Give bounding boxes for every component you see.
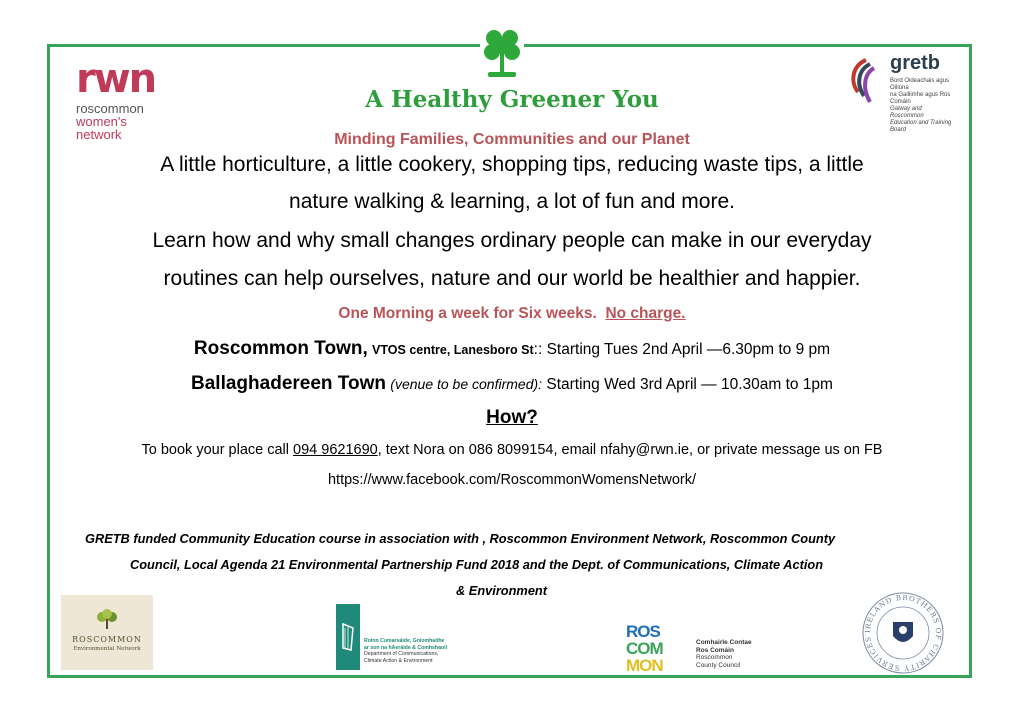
venue1-place: VTOS centre, Lanesboro St <box>372 343 534 357</box>
dept-line3: Department of Communications, <box>364 651 439 657</box>
rcc-t4: County Council <box>696 661 741 669</box>
venue2-town: Ballaghadereen Town <box>191 373 386 394</box>
schedule-intro <box>0 305 1024 323</box>
rcc-logo <box>626 623 766 679</box>
gretb-name: gretb <box>890 52 940 74</box>
rcc-wordmark <box>626 623 663 674</box>
dept-line1: Roinn Cumarsáide, Gníomhaithe <box>364 638 445 644</box>
booking-pre: To book your place call <box>141 442 294 458</box>
gretb-irish1: Bord Oideachais agus Oiliúna <box>890 78 950 91</box>
funding-line-3: & Environment <box>456 583 548 598</box>
dept-text <box>364 638 456 664</box>
ren-name: ROSCOMMON <box>72 635 142 644</box>
venue2-place: (venue to be confirmed): <box>390 376 543 392</box>
brothers-of-charity-seal <box>860 590 946 676</box>
dept-line4: Climate Action & Environment <box>364 657 433 664</box>
gretb-english2: Education and Training Board <box>890 120 952 133</box>
venue1-time: :: Starting Tues 2nd April —6.30pm to 9 pm <box>533 341 831 358</box>
schedule-frequency: One Morning a week for Six weeks. <box>338 305 597 322</box>
gretb-irish2: na Gaillimhe agus Ros Comáin <box>890 92 951 105</box>
ren-logo <box>61 595 153 670</box>
shamrock-icon <box>480 24 524 80</box>
ren-tag: Environmental Network <box>73 646 141 652</box>
rwn-line1: roscommon <box>76 101 144 116</box>
dept-logo <box>336 604 456 670</box>
body-line-3: Learn how and why small changes ordinary people can make in our everyday <box>152 229 872 252</box>
no-charge-label: No charge. <box>605 305 686 322</box>
page-subtitle: Minding Families, Communities and our Planet <box>334 131 690 148</box>
facebook-url[interactable]: https://www.facebook.com/RoscommonWomensNetwork/ <box>327 472 696 488</box>
body-line-4: routines can help ourselves, nature and our world be healthier and happier. <box>163 267 861 290</box>
rcc-t3: Roscommon <box>696 654 733 661</box>
booking-phone-link[interactable]: 094 9621690 <box>293 442 378 458</box>
rcc-r1: ROS <box>626 622 660 641</box>
body-line-1: A little horticulture, a little cookery, shopping tips, reducing waste tips, a little <box>160 153 864 176</box>
rcc-t2: Ros Comáin <box>696 646 734 654</box>
rcc-r2: COM <box>626 639 663 658</box>
venue-roscommon <box>0 338 1024 360</box>
venue-ballaghadereen <box>0 373 1024 395</box>
booking-info <box>40 442 984 458</box>
booking-post: , text Nora on 086 8099154, email nfahy@rwn.ie, or private message us on FB <box>377 442 883 458</box>
seal-ring-text: IRELAND BROTHERS OF CHARITY SERVICES <box>863 593 943 673</box>
harp-icon <box>340 622 356 652</box>
rcc-r3: MON <box>626 656 663 675</box>
funding-line-2: Council, Local Agenda 21 Environmental Partnership Fund 2018 and the Dept. of Communications, Climate Action <box>130 557 824 572</box>
rwn-letters: rwn <box>76 56 156 102</box>
dept-line2: ar son na hAeráide & Comhshaoil <box>364 644 448 651</box>
body-line-2: nature walking & learning, a lot of fun and more. <box>289 190 735 213</box>
rcc-t1: Comhairle Contae <box>696 639 752 646</box>
venue1-town: Roscommon Town, <box>193 338 368 359</box>
rcc-text <box>696 639 752 669</box>
page-title: A Healthy Greener You <box>365 86 659 113</box>
rwn-line2: women's <box>76 114 127 129</box>
tree-icon <box>95 609 119 631</box>
how-heading: How? <box>486 407 538 428</box>
gretb-english1: Galway and Roscommon <box>890 106 924 119</box>
venue2-time: Starting Wed 3rd April — 10.30am to 1pm <box>546 376 833 393</box>
rwn-line3: network <box>76 127 122 142</box>
funding-line-1: GRETB funded Community Education course in association with , Roscommon Environment Network, Roscommon County <box>85 531 836 546</box>
